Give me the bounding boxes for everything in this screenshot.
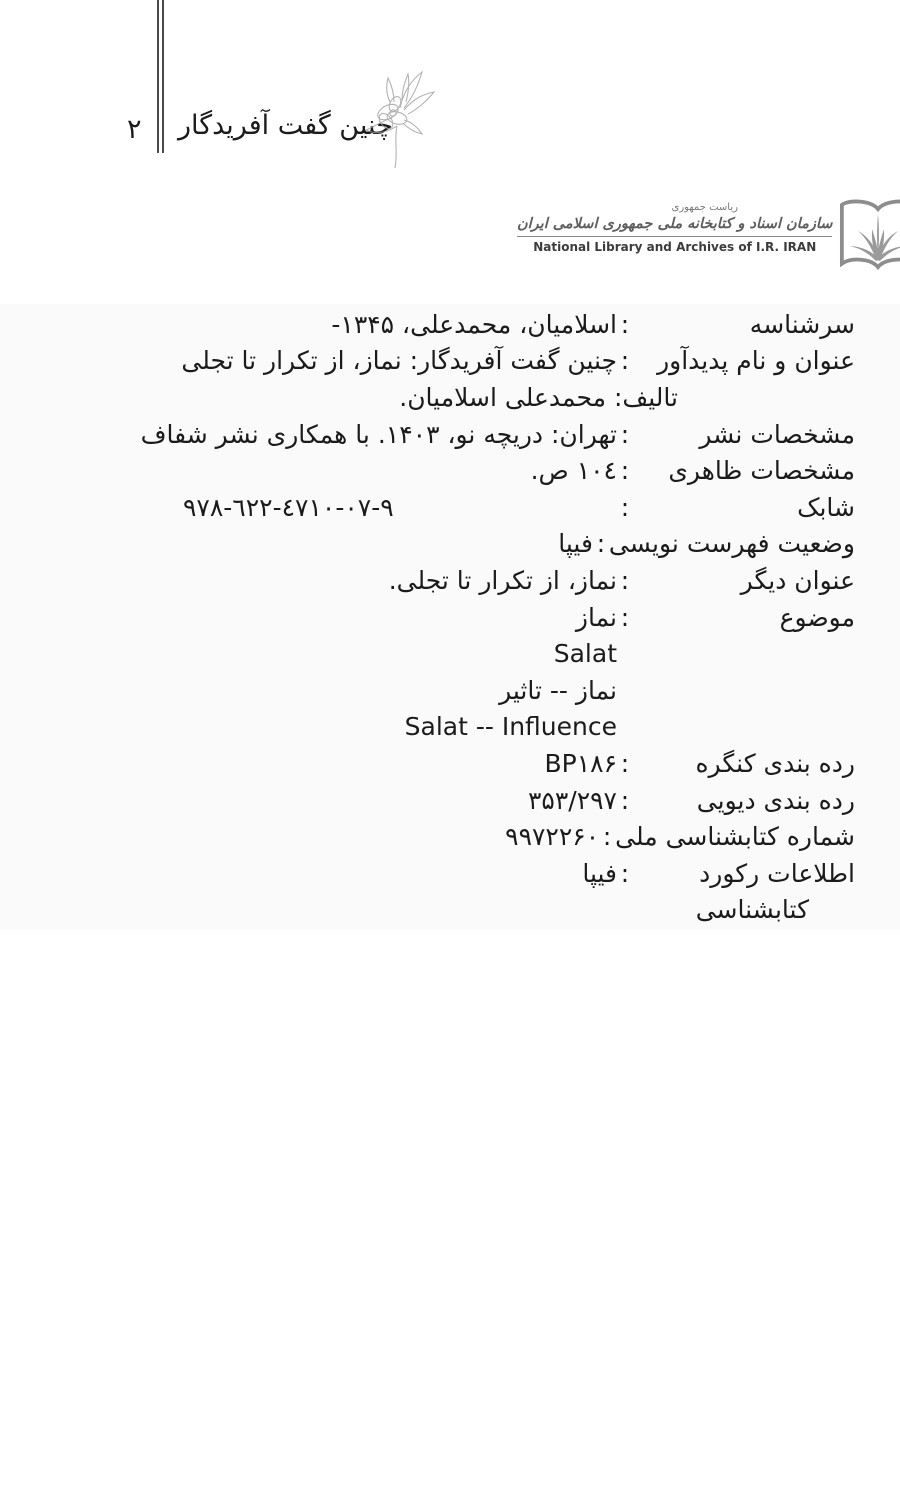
row-value: ١٠٤ ص. [530, 456, 617, 486]
row-value: تهران: دریچه نو، ۱۴۰۳. با همکاری نشر شفاف [140, 419, 617, 449]
logo-text-block [517, 196, 832, 254]
catalog-row [183, 672, 855, 709]
row-colon: : [620, 602, 630, 632]
row-label: موضوع [779, 602, 855, 632]
catalog-row [183, 306, 855, 343]
catalog-row [183, 343, 855, 380]
row-colon: : [620, 565, 630, 595]
catalog-row [140, 416, 855, 453]
catalog-row [183, 526, 855, 563]
row-colon: : [620, 419, 630, 449]
row-label: اطلاعات رکورد [699, 858, 855, 888]
national-library-logo [517, 196, 857, 276]
open-book-palm-icon [836, 196, 900, 276]
catalog-row [183, 489, 855, 526]
row-colon: : [620, 748, 630, 778]
logo-organization-name: سازمان اسناد و کتابخانه ملی جمهوری اسلامی ایران [517, 216, 833, 232]
row-label: سرشناسه [749, 309, 855, 339]
row-value: فیپا [558, 529, 593, 559]
header-double-rule [157, 0, 164, 153]
running-head-title: چنین گفت آفریدگار [178, 110, 393, 141]
catalog-row [183, 855, 855, 892]
catalog-row [183, 745, 855, 782]
row-colon: : [602, 822, 612, 852]
catalog-row [183, 379, 855, 416]
flower-ornament-icon [364, 68, 436, 176]
catalog-row [183, 562, 855, 599]
catalog-row [183, 635, 855, 672]
row-value: نماز، از تکرار تا تجلی. [388, 565, 617, 595]
row-value: نماز [575, 602, 617, 632]
row-label: رده بندی کنگره [695, 748, 855, 778]
logo-presidency-text: ریاست جمهوری [671, 202, 738, 213]
catalog-row [183, 892, 855, 929]
catalog-row [183, 709, 855, 746]
row-colon: : [620, 858, 630, 888]
row-value: ۳۵۳/۲۹۷ [528, 785, 617, 815]
row-label: وضعیت فهرست نویسی [608, 529, 855, 559]
row-label: کتابشناسی [695, 895, 809, 925]
row-value: فیپا [582, 858, 617, 888]
logo-english-caption: National Library and Archives of I.R. IRAN [517, 236, 832, 254]
row-label: شماره کتابشناسی ملی [615, 822, 855, 852]
row-value: تالیف: محمدعلی اسلامیان. [399, 382, 678, 412]
row-label: شابک [797, 492, 855, 522]
row-value: BP۱۸۶ [544, 748, 617, 778]
page-number: ۲ [127, 114, 142, 145]
catalog-row [183, 818, 855, 855]
row-label: مشخصات ظاهری [668, 456, 855, 486]
catalog-row [183, 782, 855, 819]
row-value: اسلامیان، محمدعلی، ۱۳۴۵- [331, 309, 617, 339]
row-colon: : [596, 529, 606, 559]
row-colon: : [620, 456, 630, 486]
row-colon: : [620, 346, 630, 376]
row-value: نماز -- تاثیر [499, 675, 617, 705]
row-colon: : [620, 309, 630, 339]
row-label: مشخصات نشر [699, 419, 855, 449]
row-colon: : [620, 492, 630, 522]
row-value: چنین گفت آفریدگار: نماز، از تکرار تا تجلی [181, 346, 617, 376]
row-value: ۹۹۷۲۲۶۰ [505, 822, 600, 852]
row-value: Salat [553, 639, 617, 669]
row-value: ٩٧٨-٦٢٢-٤٧١٠-٠٧-٩ [183, 492, 394, 522]
catalog-table [140, 306, 855, 928]
row-label: عنوان دیگر [740, 565, 855, 595]
catalog-row [183, 452, 855, 489]
row-label: رده بندی دیویی [696, 785, 855, 815]
catalog-row [183, 599, 855, 636]
row-value: Salat -- Influence [404, 712, 617, 742]
row-colon: : [620, 785, 630, 815]
row-label: عنوان و نام پدیدآور [657, 346, 855, 376]
